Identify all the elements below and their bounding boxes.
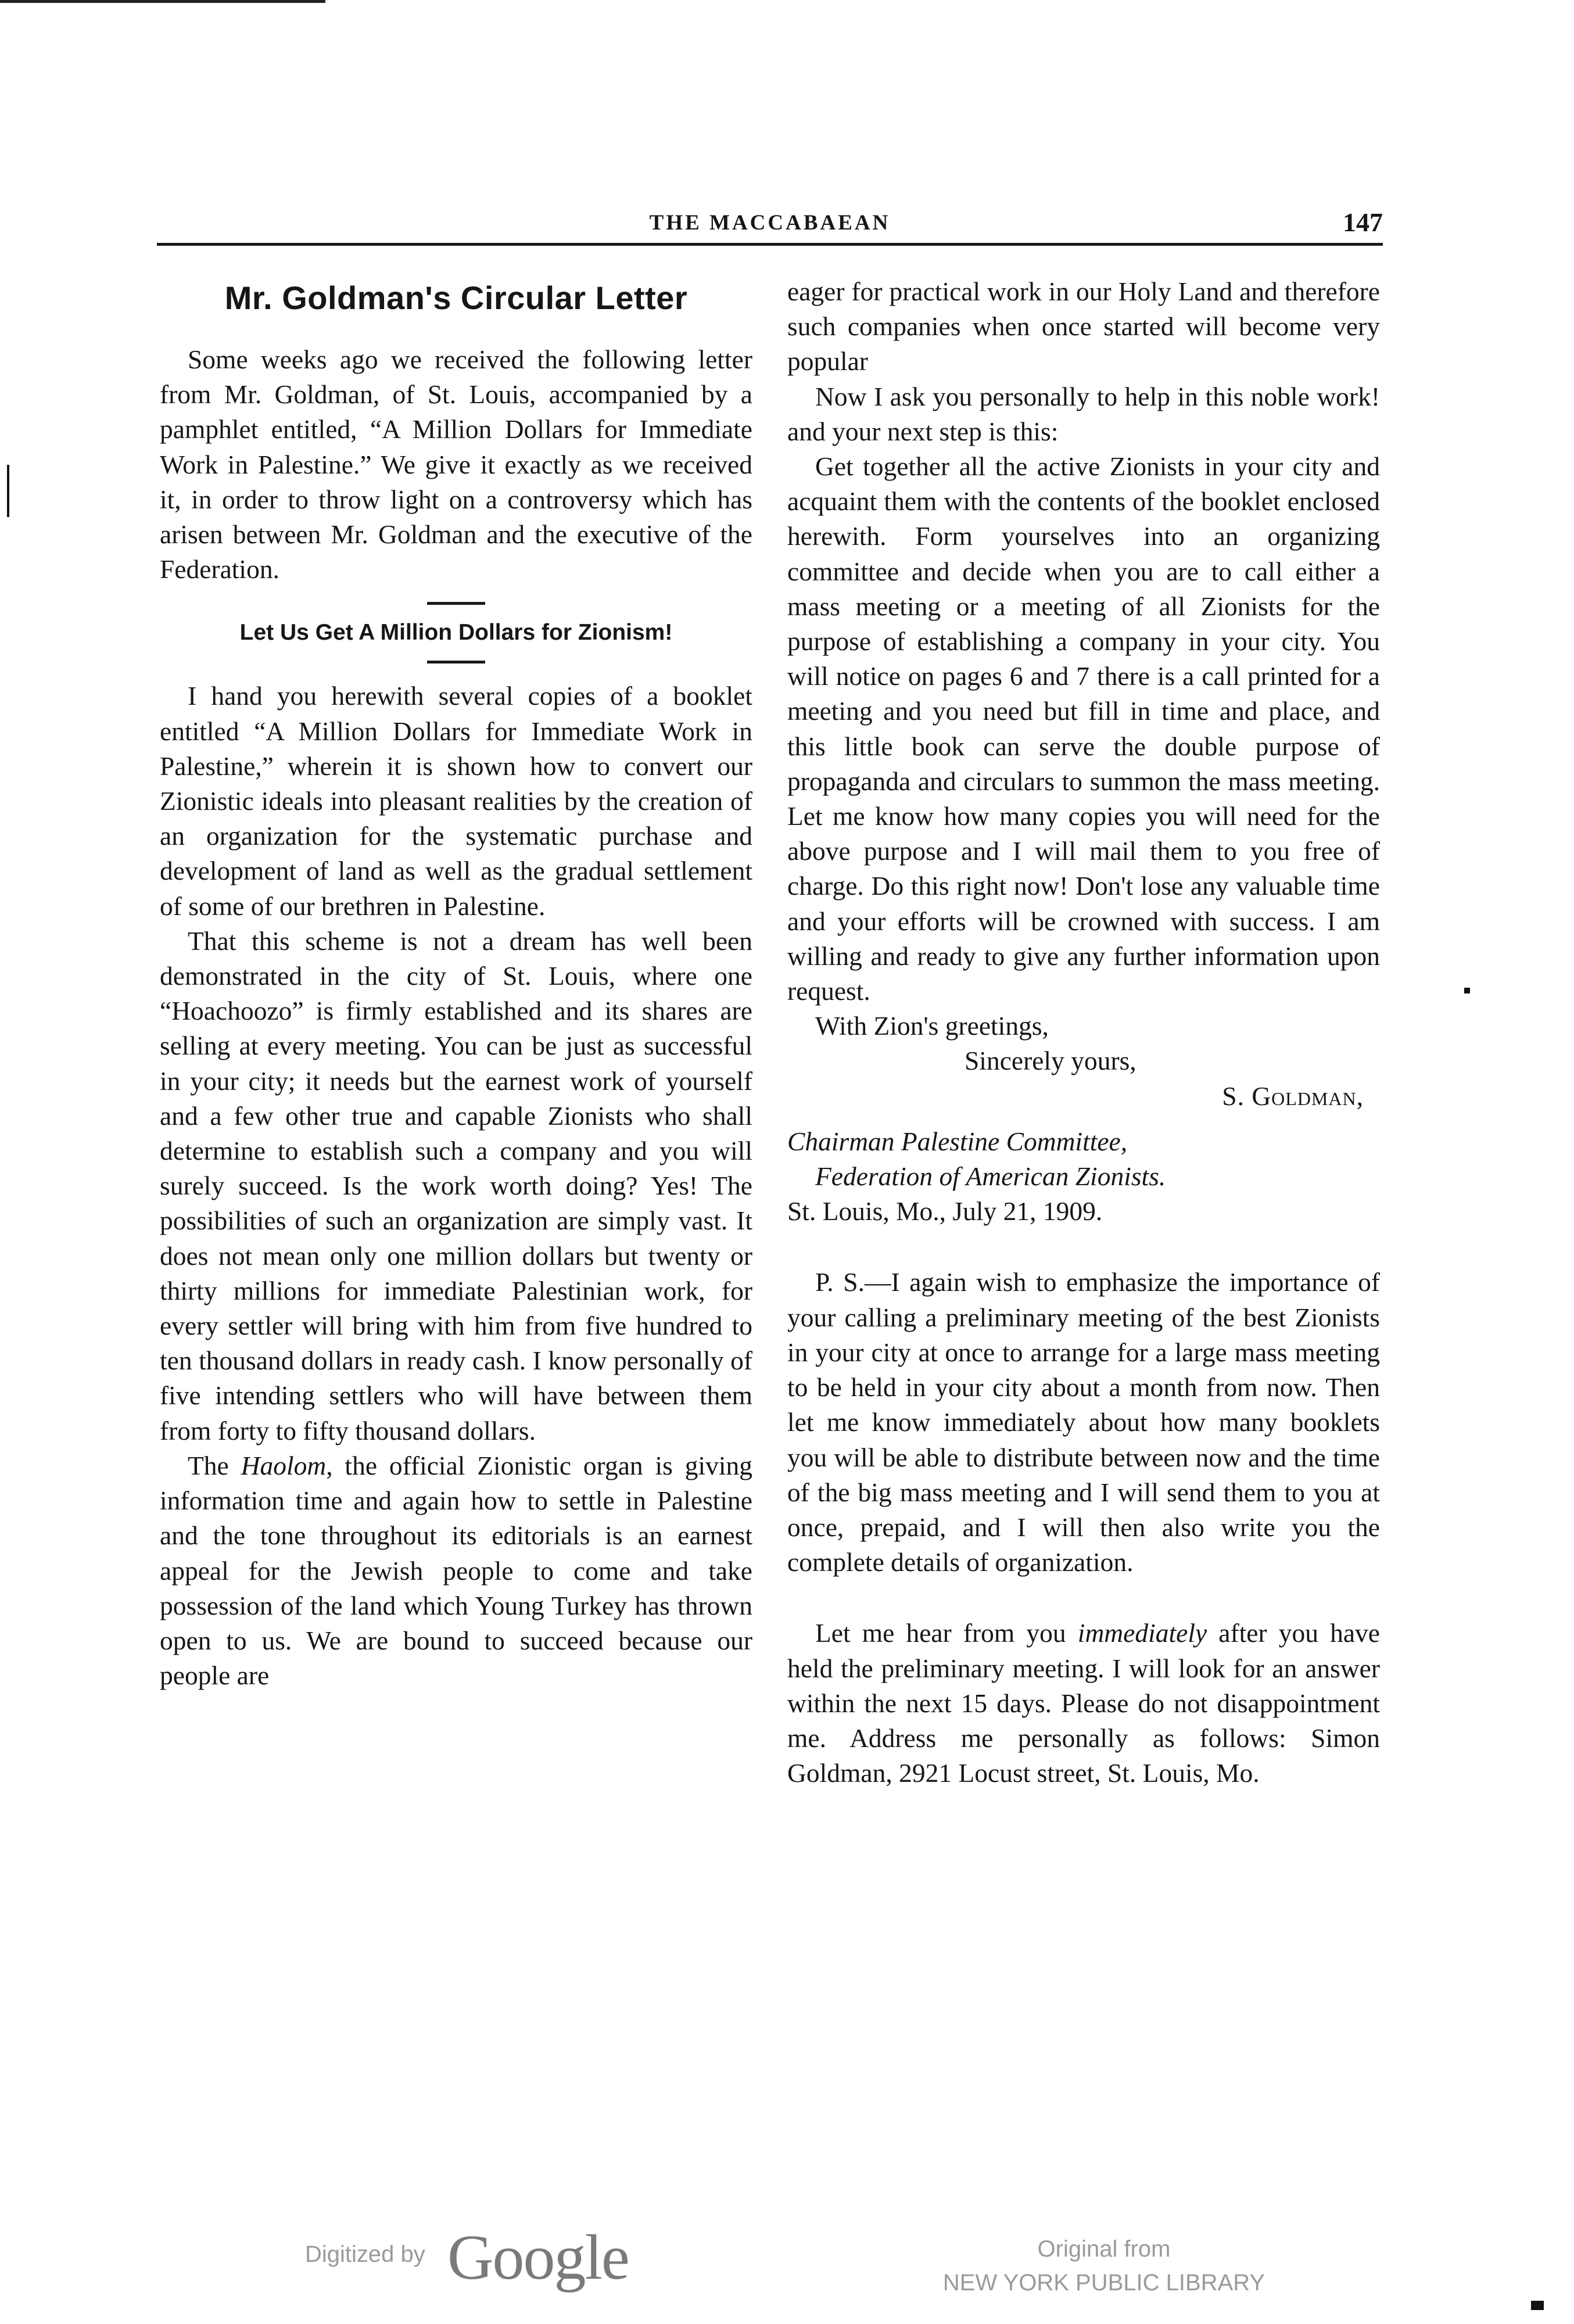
closing: Sincerely yours,	[965, 1046, 1136, 1076]
emphasis-immediately: immediately	[1077, 1618, 1207, 1648]
continued-paragraph: eager for practical work in our Holy Land and therefore such companies when once started will become very popular	[787, 277, 1380, 376]
body-paragraph: That this scheme is not a dream has well been demonstrated in the city of St. Louis, where one “Hoachoozo” is firmly established and its shares are selling at every meeting. You can be just as successful in your city; it needs but the earnest work of yourself and a few other true and capable Zionists who shall determine to establish such a company and you will surely succeed. Is the work worth doing? Yes! The possibilities of such an organization are simply vast. It does not mean only one million dollars but twenty or thirty millions for immediate Palestinian work, for every settler will bring with him from five hundred to ten thousand dollars in ready cash. I know personally of five intending settlers who will have between them from forty to fifty thousand dollars.	[160, 926, 752, 1446]
right-column	[787, 274, 1380, 1791]
library-credit	[924, 2232, 1284, 2300]
body-paragraph: Get together all the active Zionists in your city and acquaint them with the contents of the booklet enclosed herewith. Form yourselves into an organizing committee and decide when you are to call either a mass meeting or a meeting of all Zionists for the purpose of establishing a company in your city. You will notice on pages 6 and 7 there is a call printed for a meeting and you need but fill in time and place, and this little book can serve the double purpose of propaganda and circulars to summon the mass meeting. Let me know how many copies you will need for the above purpose and I will mail them to you free of charge. Do this right now! Don't lose any valuable time and your efforts will be crowned with success. I am willing and ready to give any further information upon request.	[787, 451, 1380, 1006]
scan-edge-mark	[0, 0, 325, 3]
margin-mark	[7, 465, 9, 517]
running-title: THE MACCABAEAN	[649, 211, 891, 235]
margin-mark	[1464, 988, 1470, 994]
article-title: Mr. Goldman's Circular Letter	[224, 279, 688, 316]
haolom-paragraph: The Haolom, the official Zionistic organ is giving information time and again how to settle in Palestine and the tone throughout its editorials is an earnest appeal for the Jewish people to come and take possession of the land which Young Turkey has thrown open to us. We are bound to succeed because our people are	[160, 1450, 752, 1691]
section-divider	[427, 602, 485, 605]
signer-organization: Federation of American Zionists.	[815, 1161, 1166, 1192]
page-number: 147	[1343, 207, 1383, 237]
letter-heading: Let Us Get A Million Dollars for Zionism!	[239, 620, 673, 645]
header-rule	[157, 243, 1383, 246]
greeting: With Zion's greetings,	[815, 1011, 1049, 1041]
body-paragraph: Now I ask you personally to help in this noble work! and your next step is this:	[787, 381, 1380, 446]
page-header	[157, 207, 1383, 245]
final-paragraph: Let me hear from you immediately after you have held the preliminary meeting. I will look for an answer within the next 15 days. Please do not disappointment me. Address me personally as follows: Simon Goldman, 2921 Locust street, St. Louis, Mo.	[787, 1618, 1380, 1788]
postscript: P. S.—I again wish to emphasize the importance of your calling a preliminary meeting of the best Zionists in your city at once to arrange for a large mass meeting to be held in your city about a month from now. Then let me know immediately about how many booklets you will be able to distribute between now and the time of the big mass meeting and I will send them to you at once, prepaid, and I will then also write you the complete details of organization.	[787, 1267, 1380, 1577]
signer-title: Chairman Palestine Committee,	[787, 1126, 1128, 1156]
digitized-by-label: Digitized by	[305, 2241, 425, 2267]
left-column	[160, 274, 752, 1693]
signature: S. Goldman,	[1222, 1081, 1364, 1111]
google-logo: Google	[447, 2222, 629, 2293]
library-name: NEW YORK PUBLIC LIBRARY	[942, 2270, 1265, 2296]
margin-mark	[1531, 2301, 1544, 2310]
dateline: St. Louis, Mo., July 21, 1909.	[787, 1196, 1103, 1226]
haolom-name: Haolom	[241, 1450, 327, 1480]
section-divider	[427, 661, 485, 664]
intro-paragraph: Some weeks ago we received the following letter from Mr. Goldman, of St. Louis, accompanied by a pamphlet entitled, “A Million Dollars for Immediate Work in Palestine.” We give it exactly as we received it, in order to throw light on a controversy which has arisen between Mr. Goldman and the executive of the Federation.	[160, 345, 752, 584]
body-paragraph: I hand you herewith several copies of a booklet entitled “A Million Dollars for Immediate Work in Palestine,” wherein it is shown how to convert our Zionistic ideals into pleasant realities by the creation of an organization for the systematic purchase and development of land as well as the gradual settlement of some of our brethren in Palestine.	[160, 681, 752, 921]
original-from-label: Original from	[1037, 2236, 1171, 2262]
